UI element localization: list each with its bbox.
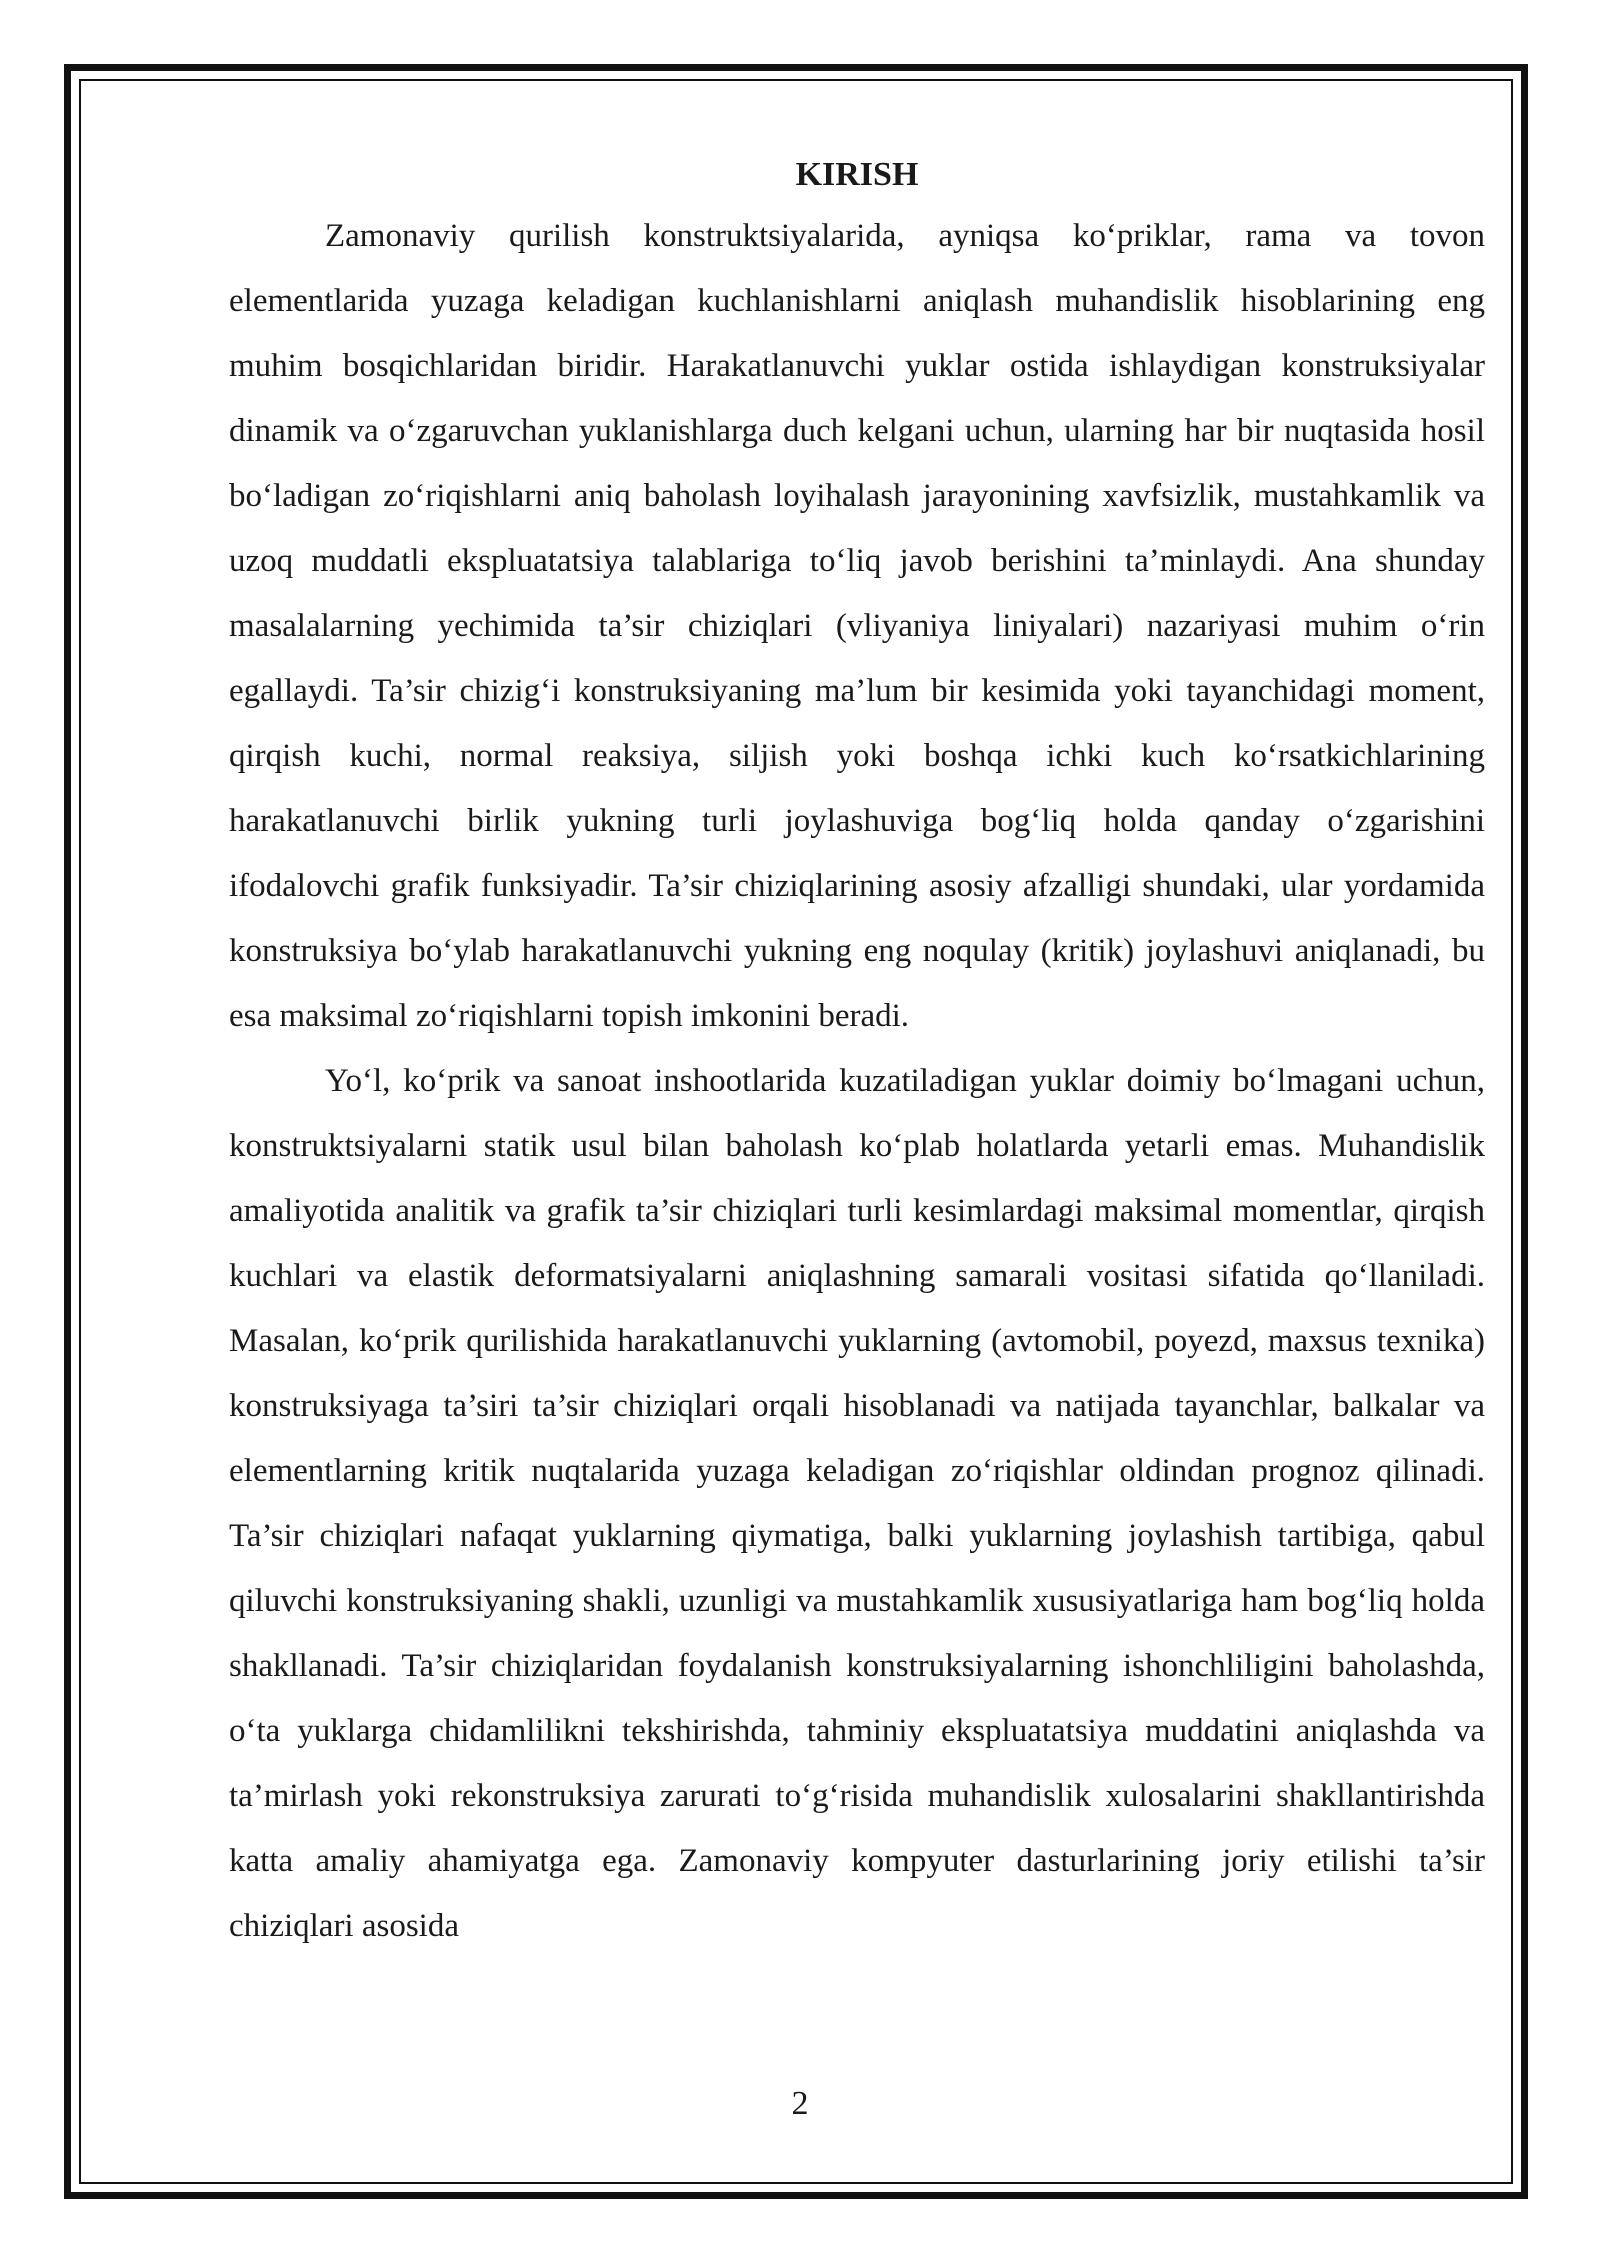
section-title: KIRISH xyxy=(795,156,919,193)
document-body xyxy=(229,150,1485,1959)
paragraph-1: Zamonaviy qurilish konstruktsiyalarida, ayniqsa ko‘priklar, rama va tovon elementlarida yuzaga keladigan kuchlanishlarni aniqlash muhandislik hisoblarining eng muhim bosqichlaridan biridir. Harakatlanuvchi yuklar ostida ishlaydigan konstruksiyalar dinamik va o‘zgaruvchan yuklanishlarga duch kelgani uchun, ularning har bir nuqtasida hosil bo‘ladigan zo‘riqishlarni aniq baholash loyihalash jarayonining xavfsizlik, mustahkamlik va uzoq muddatli ekspluatatsiya talablariga to‘liq javob berishini ta’minlaydi. Ana shunday masalalarning yechimida ta’sir chiziqlari (vliyaniya liniyalari) nazariyasi muhim o‘rin egallaydi. Ta’sir chizig‘i konstruksiyaning ma’lum bir kesimida yoki tayanchidagi moment, qirqish kuchi, normal reaksiya, siljish yoki boshqa ichki kuch ko‘rsatkichlarining harakatlanuvchi birlik yukning turli joylashuviga bog‘liq holda qanday o‘zgarishini ifodalovchi grafik funksiyadir. Ta’sir chiziqlarining asosiy afzalligi shundaki, ular yordamida konstruksiya bo‘ylab harakatlanuvchi yukning eng noqulay (kritik) joylashuvi aniqlanadi, bu esa maksimal zo‘riqishlarni topish imkonini beradi. xyxy=(229,218,1485,1034)
paragraph-2: Yo‘l, ko‘prik va sanoat inshootlarida kuzatiladigan yuklar doimiy bo‘lmagani uchun, konstruktsiyalarni statik usul bilan baholash ko‘plab holatlarda yetarli emas. Muhandislik amaliyotida analitik va grafik ta’sir chiziqlari turli kesimlardagi maksimal momentlar, qirqish kuchlari va elastik deformatsiyalarni aniqlashning samarali vositasi sifatida qo‘llaniladi. Masalan, ko‘prik qurilishida harakatlanuvchi yuklarning (avtomobil, poyezd, maxsus texnika) konstruksiyaga ta’siri ta’sir chiziqlari orqali hisoblanadi va natijada tayanchlar, balkalar va elementlarning kritik nuqtalarida yuzaga keladigan zo‘riqishlar oldindan prognoz qilinadi. Ta’sir chiziqlari nafaqat yuklarning qiymatiga, balki yuklarning joylashish tartibiga, qabul qiluvchi konstruksiyaning shakli, uzunligi va mustahkamlik xususiyatlariga ham bog‘liq holda shakllanadi. Ta’sir chiziqlaridan foydalanish konstruksiyalarning ishonchliligini baholashda, o‘ta yuklarga chidamlilikni tekshirishda, tahminiy ekspluatatsiya muddatini aniqlashda va ta’mirlash yoki rekonstruksiya zarurati to‘g‘risida muhandislik xulosalarini shakllantirishda katta amaliy ahamiyatga ega. Zamonaviy kompyuter dasturlarining joriy etilishi ta’sir chiziqlari asosida xyxy=(229,1063,1485,1944)
page-number: 2 xyxy=(791,2085,809,2122)
